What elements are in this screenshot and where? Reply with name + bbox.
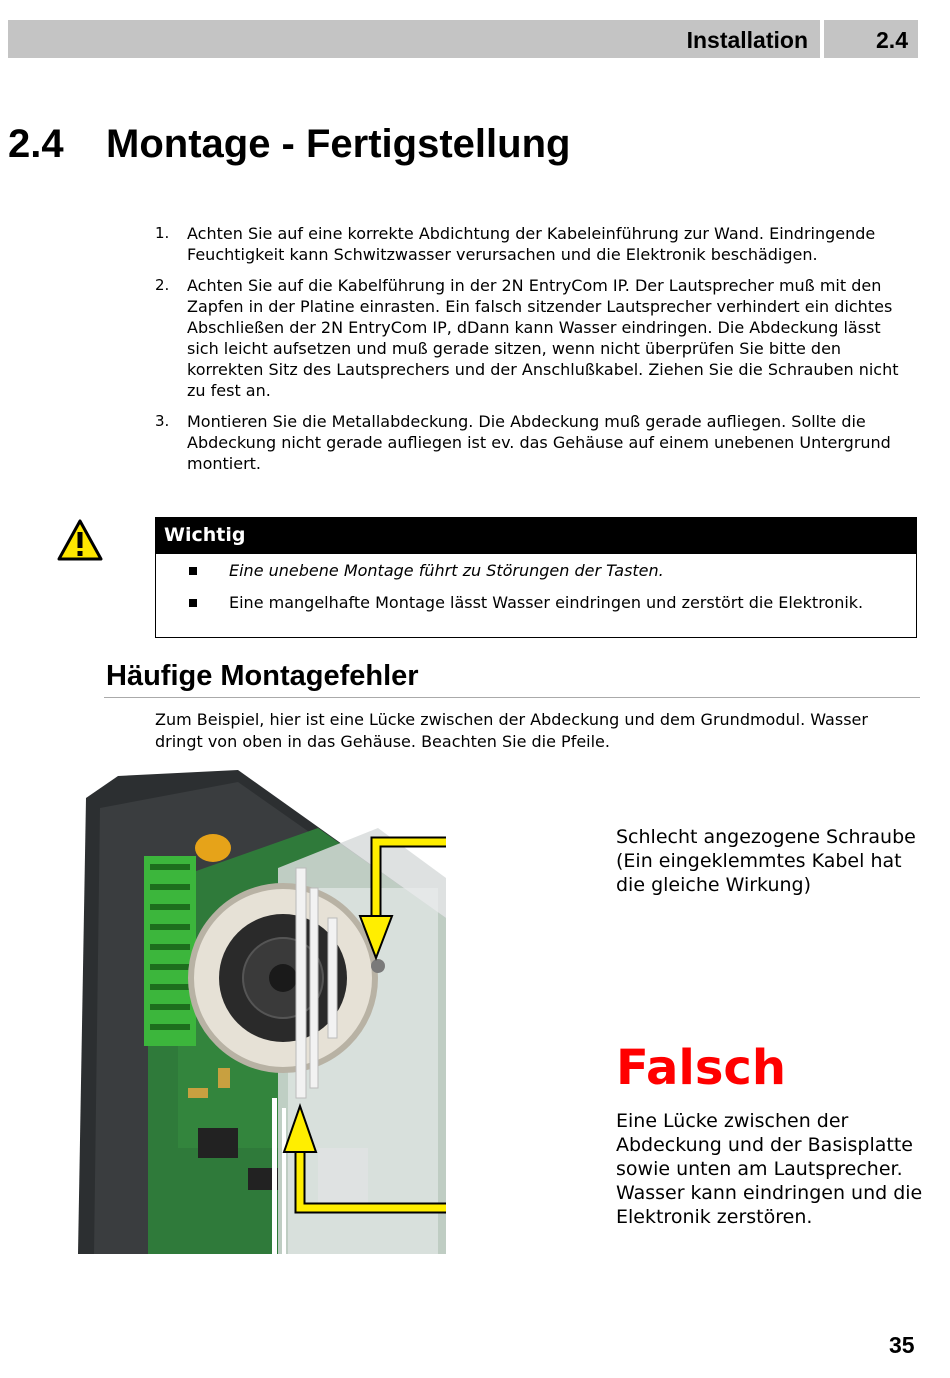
header-section-number: 2.4 xyxy=(876,27,908,53)
chapter-number: 2.4 xyxy=(8,122,64,166)
warning-triangle-icon xyxy=(56,518,104,566)
chapter-title: Montage - Fertigstellung xyxy=(106,122,571,166)
note-list xyxy=(156,560,916,613)
note-heading: Wichtig xyxy=(156,518,916,554)
important-note-box xyxy=(155,517,917,638)
device-photo xyxy=(78,768,446,1254)
header-section-box xyxy=(824,20,918,58)
installation-steps xyxy=(155,223,915,484)
header-title: Installation xyxy=(686,27,808,53)
section-divider xyxy=(104,697,920,698)
note-item xyxy=(156,592,916,613)
note-text: Eine mangelhafte Montage lässt Wasser eindringen und zerstört die Elektronik. xyxy=(229,593,864,612)
step-text: Montieren Sie die Metallabdeckung. Die Abdeckung muß gerade aufliegen. Sollte die Abdeckung nicht gerade aufliegen ist ev. das Gehäuse auf einem unebenen Untergrund montiert. xyxy=(187,412,891,473)
step-text: Achten Sie auf eine korrekte Abdichtung der Kabeleinführung zur Wand. Eindringende Feuchtigkeit kann Schwitzwasser verursachen und die Elektronik beschädigen. xyxy=(187,224,876,264)
bullet-icon xyxy=(189,567,197,575)
step-number: 3. xyxy=(155,412,170,430)
step-number: 2. xyxy=(155,276,170,294)
caption-gap: Eine Lücke zwischen der Abdeckung und der Basisplatte sowie unten am Lautsprecher. Wasser kann eindringen und die Elektronik zerstören. xyxy=(616,1110,923,1228)
section-intro: Zum Beispiel, hier ist eine Lücke zwischen der Abdeckung und dem Grundmodul. Wasser dringt von oben in das Gehäuse. Beachten Sie die Pfeile. xyxy=(155,710,868,751)
verdict-label: Falsch xyxy=(616,1040,787,1096)
step-item xyxy=(155,223,915,265)
section-heading: Häufige Montagefehler xyxy=(106,660,419,692)
step-item xyxy=(155,411,915,474)
step-number: 1. xyxy=(155,224,170,242)
caption-screw: Schlecht angezogene Schraube (Ein eingeklemmtes Kabel hat die gleiche Wirkung) xyxy=(616,826,916,896)
step-text: Achten Sie auf die Kabelführung in der 2N EntryCom IP. Der Lautsprecher muß mit den Zapfen in der Platine einrasten. Ein falsch sitzender Lautsprecher verhindert ein dichtes Abschließen der 2N EntryCom IP, dDann kann Wasser eindringen. Die Abdeckung lässt sich leicht aufsetzen und muß gerade sitzen, wenn nicht überprüfen Sie bitte den korrekten Sitz des Lautsprechers und der Anschlußkabel. Ziehen Sie die Schrauben nicht zu fest an. xyxy=(187,276,899,400)
step-item xyxy=(155,275,915,401)
header-bar xyxy=(8,20,820,58)
note-text: Eine unebene Montage führt zu Störungen der Tasten. xyxy=(229,561,664,580)
bullet-icon xyxy=(189,599,197,607)
note-item xyxy=(156,560,916,581)
page-number: 35 xyxy=(889,1332,915,1358)
